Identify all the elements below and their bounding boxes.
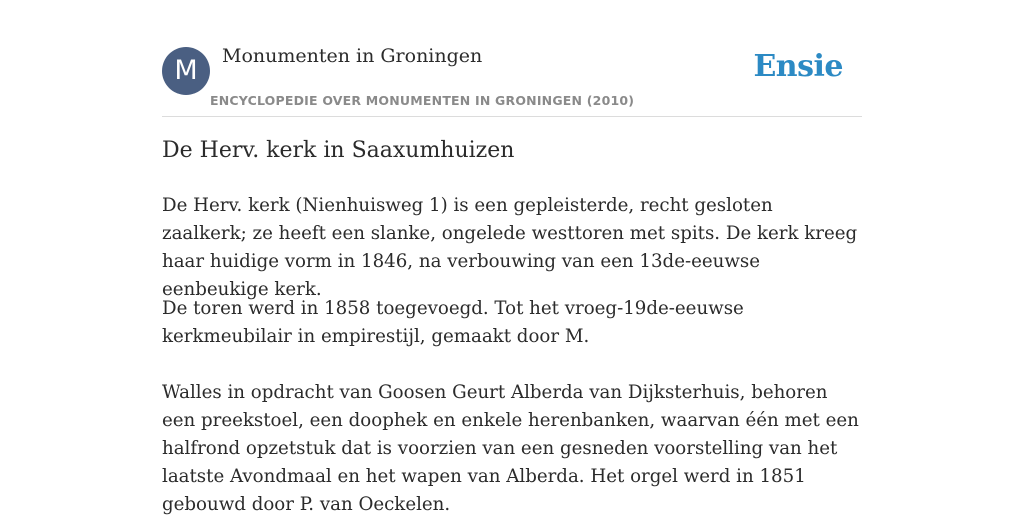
entry-page	[162, 0, 862, 515]
book-subtitle: ENCYCLOPEDIE OVER MONUMENTEN IN GRONINGEN (2010)	[210, 93, 635, 108]
entry-title: De Herv. kerk in Saaxumhuizen	[162, 138, 515, 163]
entry-paragraph: Walles in opdracht van Goosen Geurt Alberda van Dijksterhuis, behoren een preekstoel, een doophek en enkele herenbanken, waarvan één met een halfrond opzetstuk dat is voorzien van een gesneden voorstelling van het laatste Avondmaal en het wapen van Alberda. Het orgel werd in 1851 gebouwd door P. van Oeckelen.	[162, 382, 859, 515]
book-avatar[interactable]: M	[162, 47, 210, 95]
book-header	[162, 0, 862, 117]
entry-paragraph: De toren werd in 1858 toegevoegd. Tot het vroeg-19de-eeuwse kerkmeubilair in empirestijl, gemaakt door M.	[162, 298, 744, 347]
entry-paragraph: De Herv. kerk (Nienhuisweg 1) is een gepleisterde, recht gesloten zaalkerk; ze heeft een slanke, ongelede westtoren met spits. De kerk kreeg haar huidige vorm in 1846, na verbouwing van een 13de-eeuwse eenbeukige kerk.	[162, 195, 858, 300]
ensie-logo[interactable]: Ensie	[753, 49, 843, 84]
book-title-link[interactable]: Monumenten in Groningen	[222, 45, 483, 67]
